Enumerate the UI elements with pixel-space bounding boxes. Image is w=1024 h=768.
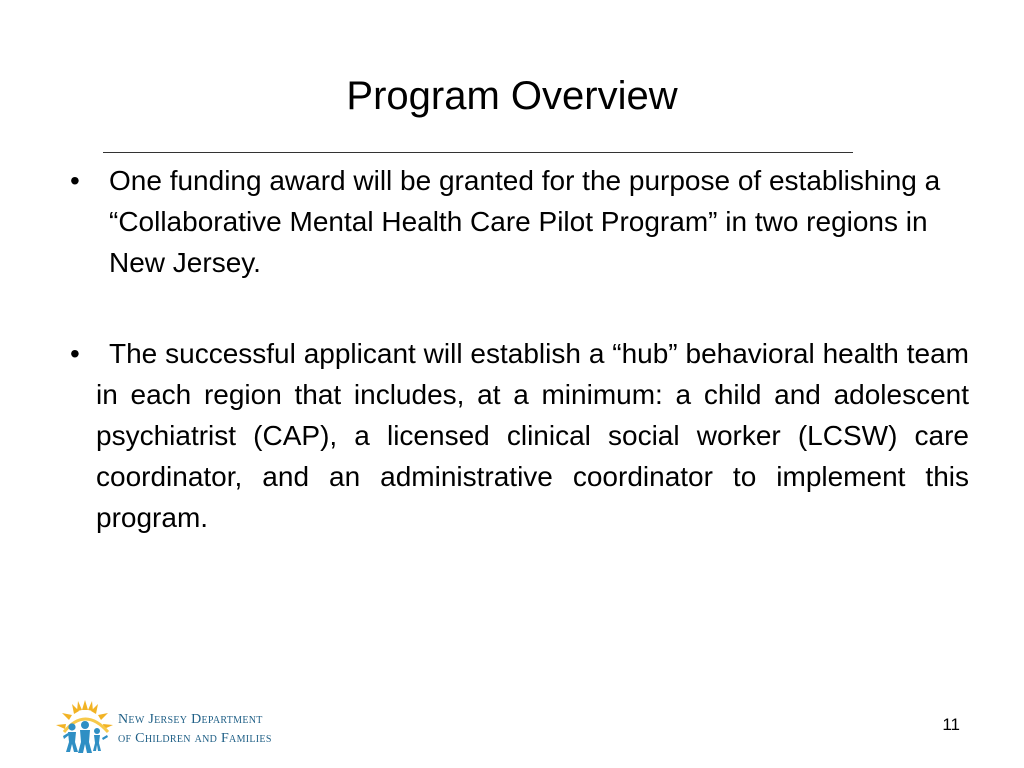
title-divider [103,152,853,153]
slide-title: Program Overview [346,74,678,118]
logo-text [118,710,272,748]
nj-dcf-logo [52,698,292,754]
bullet-text: One funding award will be granted for the purpose of establishing a “Collaborative Mental Health Care Pilot Program” in two regions in New Jersey. [109,165,941,278]
bullet-marker: • [70,338,80,369]
bullet-marker: • [70,165,80,196]
bullet-item-1 [70,160,970,283]
page-number: 11 [942,715,960,734]
logo-line-2: of Children and Families [118,731,272,746]
bullet-text: The successful applicant will establish a “hub” behavioral health team in each region that includes, at a minimum: a child and adolescent psychiatrist (CAP), a licensed clinical social worker (LCSW) care coordinator, and an administrative coordinator to implement this program. [96,338,969,533]
logo-line-1: New Jersey Department [118,712,263,727]
sun-family-icon [52,698,118,754]
bullet-item-2 [70,333,969,538]
